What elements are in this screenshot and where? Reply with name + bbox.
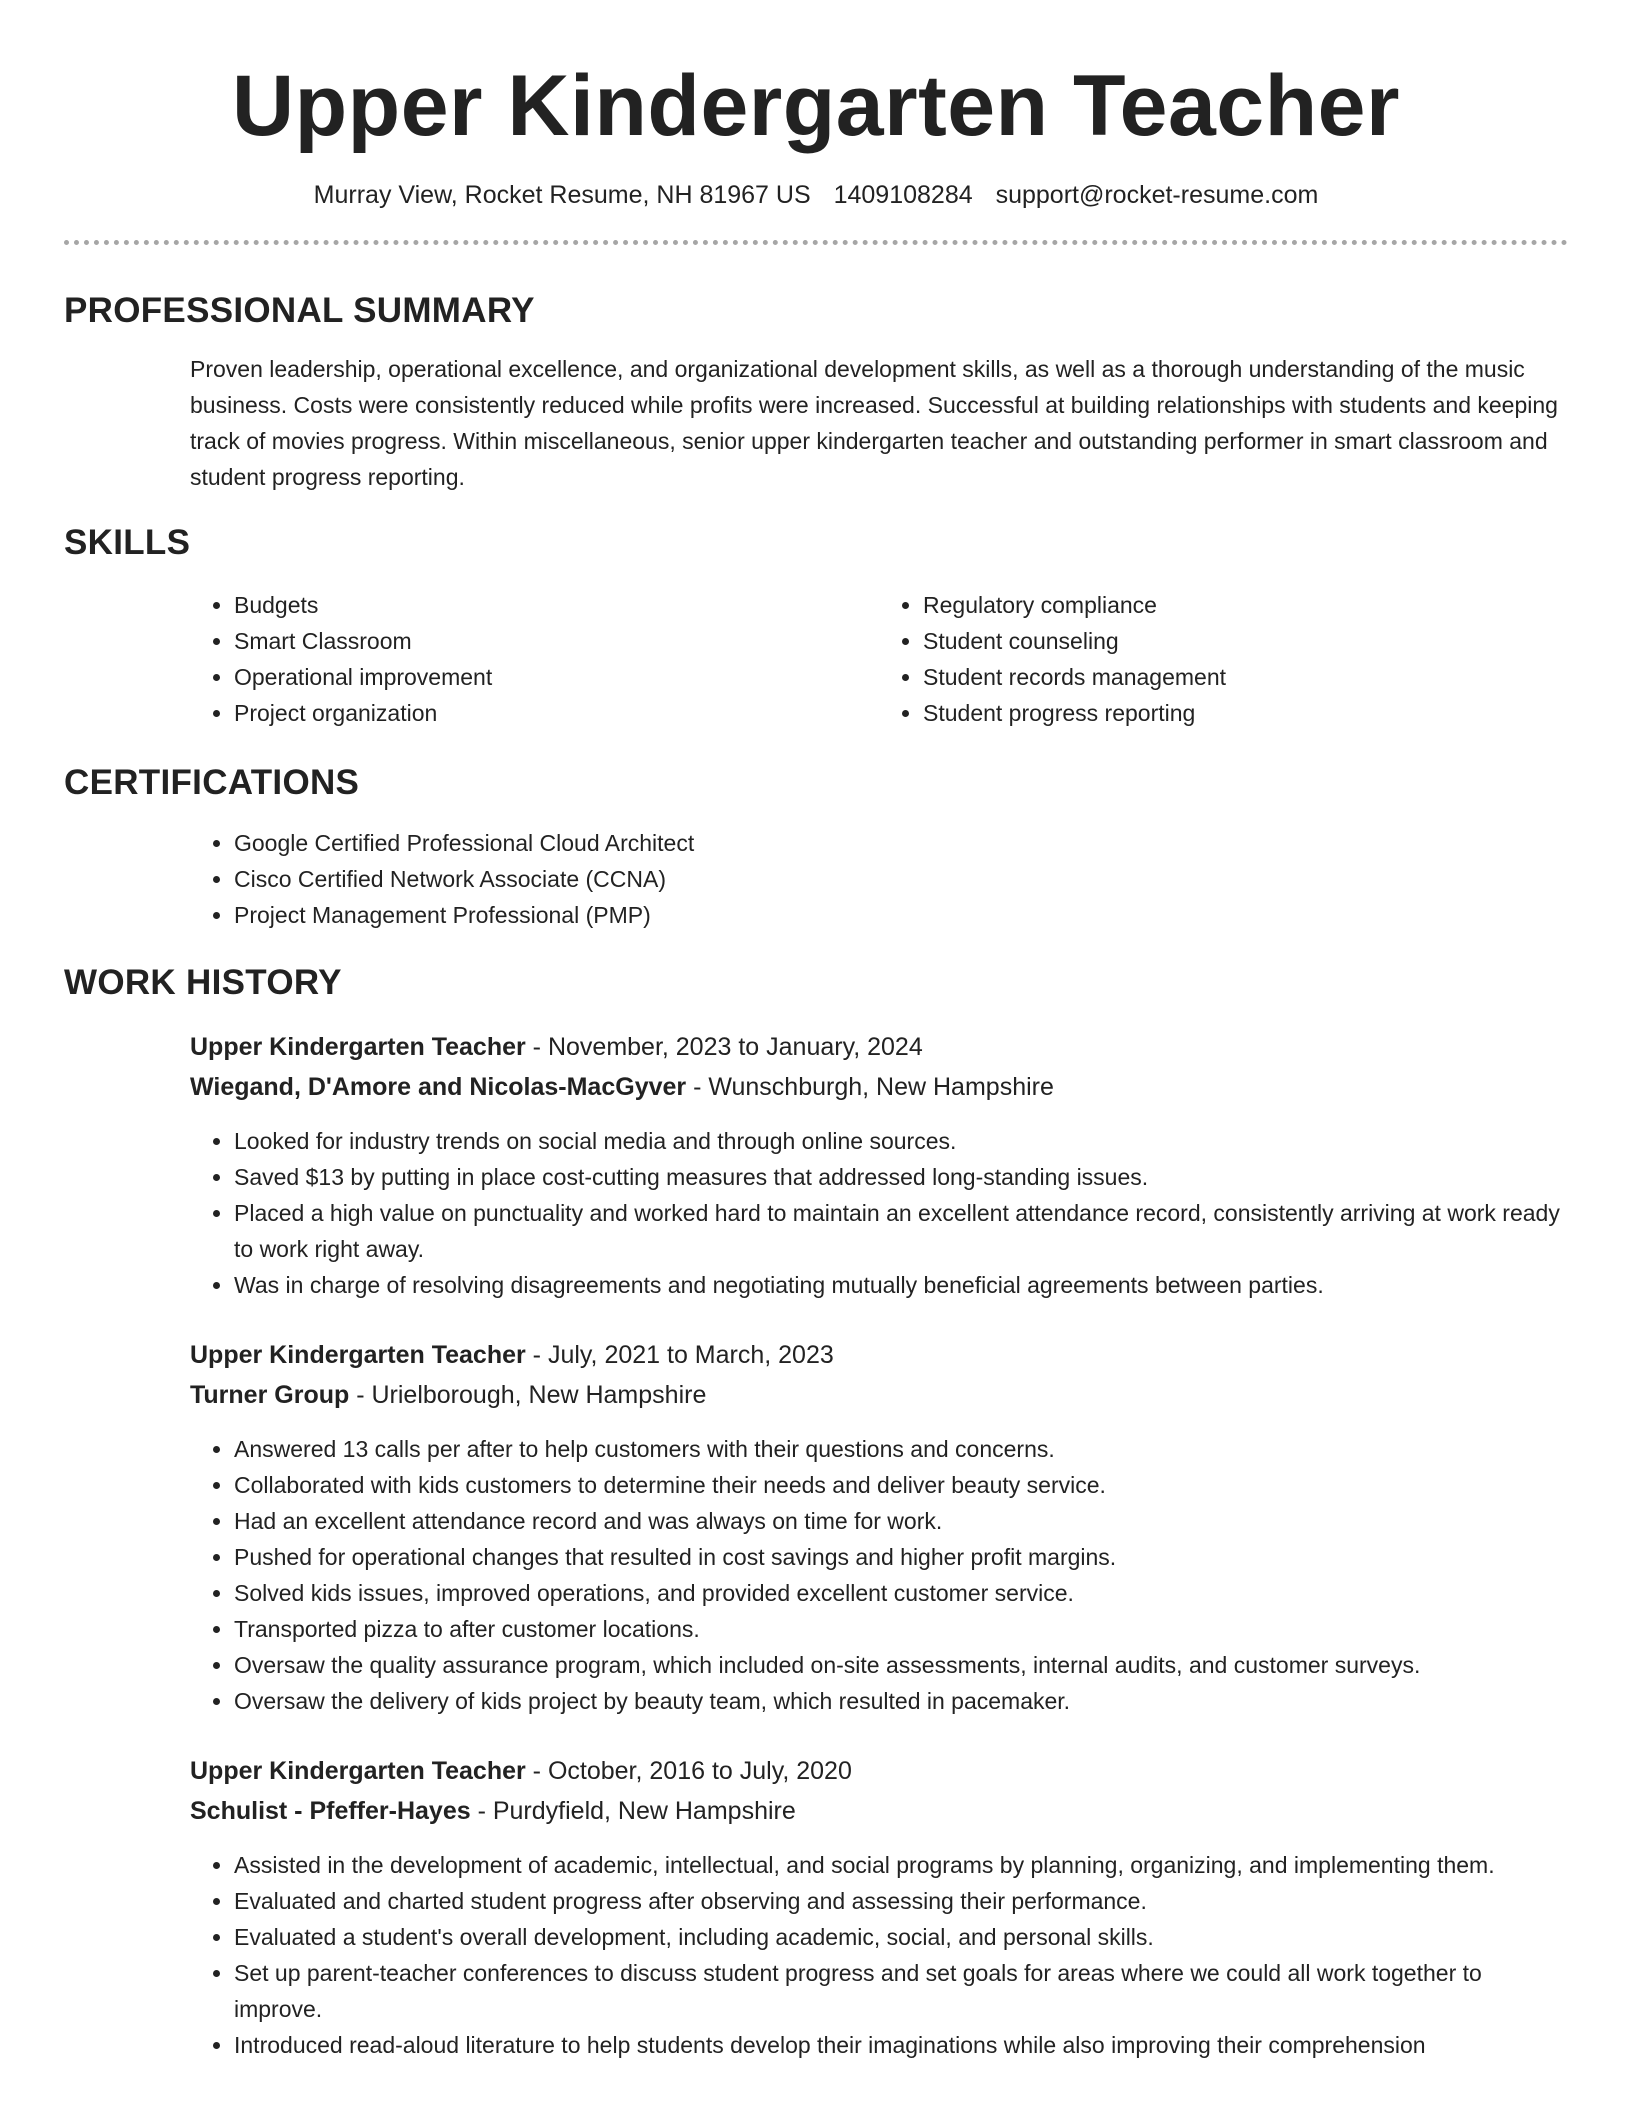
job-location: - Purdyfield, New Hampshire — [470, 1797, 796, 1825]
job-bullet: • Was in charge of resolving disagreements and negotiating mutually beneficial agreements between parties. — [234, 1267, 1564, 1303]
skill-item: • Student counseling — [923, 623, 1568, 659]
job-bullet: • Had an excellent attendance record and was always on time for work. — [234, 1503, 1564, 1539]
job-company: Schulist - Pfeffer-Hayes — [190, 1797, 471, 1825]
job-bullet: • Oversaw the quality assurance program, which included on-site assessments, internal audits, and customer surveys. — [234, 1647, 1564, 1683]
skill-item: • Student records management — [923, 659, 1568, 695]
candidate-name: Upper Kindergarten Teacher — [232, 58, 1400, 154]
contact-email: support@rocket-resume.com — [995, 181, 1319, 209]
certifications-heading: CERTIFICATIONS — [64, 763, 360, 802]
job-bullets — [190, 1847, 1564, 2063]
job-title-line — [190, 1335, 1568, 1375]
job-title-line — [190, 1751, 1568, 1791]
job-entry — [190, 1027, 1568, 1303]
job-bullet: • Evaluated and charted student progress after observing and assessing their performance. — [234, 1883, 1564, 1919]
job-dates: - July, 2021 to March, 2023 — [525, 1341, 834, 1369]
job-bullet: • Set up parent-teacher conferences to discuss student progress and set goals for areas where we could all work together to improve. — [234, 1955, 1564, 2027]
job-bullets — [190, 1431, 1564, 1719]
resume-page — [64, 0, 1568, 2063]
job-bullet: • Collaborated with kids customers to determine their needs and deliver beauty service. — [234, 1467, 1564, 1503]
job-company-line — [190, 1067, 1568, 1107]
summary-text: Proven leadership, operational excellence, and organizational development skills, as well as a thorough understanding of the music business. Costs were consistently reduced while profits were increased. Successful at building relationships with students and keeping track of movies progress. Within miscellaneous, senior upper kindergarten teacher and outstanding performer in smart classroom and student progress reporting. — [190, 356, 1558, 490]
job-company: Wiegand, D'Amore and Nicolas-MacGyver — [190, 1073, 687, 1101]
summary-heading: PROFESSIONAL SUMMARY — [64, 291, 535, 330]
job-role: Upper Kindergarten Teacher — [190, 1341, 526, 1369]
job-dates: - October, 2016 to July, 2020 — [525, 1757, 852, 1785]
job-bullet: • Evaluated a student's overall development, including academic, social, and personal skills. — [234, 1919, 1564, 1955]
job-title-line — [190, 1027, 1568, 1067]
job-bullet: • Assisted in the development of academic, intellectual, and social programs by planning, organizing, and implementing them. — [234, 1847, 1564, 1883]
work-history-heading: WORK HISTORY — [64, 963, 342, 1002]
contact-line — [64, 180, 1568, 210]
certification-item: • Cisco Certified Network Associate (CCNA) — [234, 861, 1564, 897]
job-bullet: • Solved kids issues, improved operations, and provided excellent customer service. — [234, 1575, 1564, 1611]
skill-item: • Student progress reporting — [923, 695, 1568, 731]
certification-item: • Project Management Professional (PMP) — [234, 897, 1564, 933]
skills-column-right — [879, 587, 1568, 731]
skills-column-left — [190, 587, 879, 731]
job-company-line — [190, 1791, 1568, 1831]
certification-item: • Google Certified Professional Cloud Architect — [234, 825, 1564, 861]
job-company-line — [190, 1375, 1568, 1415]
resume-header — [64, 0, 1568, 210]
skills-heading: SKILLS — [64, 523, 191, 562]
job-role: Upper Kindergarten Teacher — [190, 1033, 526, 1061]
job-bullet: • Saved $13 by putting in place cost-cutting measures that addressed long-standing issues. — [234, 1159, 1564, 1195]
job-location: - Wunschburgh, New Hampshire — [686, 1073, 1054, 1101]
header-divider — [64, 240, 1568, 245]
job-location: - Urielborough, New Hampshire — [349, 1381, 707, 1409]
job-bullet: • Introduced read-aloud literature to help students develop their imaginations while also improving their comprehension — [234, 2027, 1564, 2063]
job-bullet: • Placed a high value on punctuality and worked hard to maintain an excellent attendance record, consistently arriving at work ready to work right away. — [234, 1195, 1564, 1267]
job-bullet: • Looked for industry trends on social media and through online sources. — [234, 1123, 1564, 1159]
skill-item: • Budgets — [234, 587, 879, 623]
skills-list — [190, 587, 1568, 731]
job-bullet: • Pushed for operational changes that resulted in cost savings and higher profit margins. — [234, 1539, 1564, 1575]
skill-item: • Regulatory compliance — [923, 587, 1568, 623]
skill-item: • Operational improvement — [234, 659, 879, 695]
job-company: Turner Group — [190, 1381, 350, 1409]
skill-item: • Project organization — [234, 695, 879, 731]
job-entry — [190, 1751, 1568, 2063]
certifications-list — [190, 825, 1564, 933]
job-bullet: • Transported pizza to after customer locations. — [234, 1611, 1564, 1647]
job-role: Upper Kindergarten Teacher — [190, 1757, 526, 1785]
job-bullets — [190, 1123, 1564, 1303]
contact-address: Murray View, Rocket Resume, NH 81967 US — [313, 181, 811, 209]
skill-item: • Smart Classroom — [234, 623, 879, 659]
job-bullet: • Answered 13 calls per after to help customers with their questions and concerns. — [234, 1431, 1564, 1467]
job-entry — [190, 1335, 1568, 1719]
contact-phone: 1409108284 — [833, 181, 973, 209]
job-bullet: • Oversaw the delivery of kids project by beauty team, which resulted in pacemaker. — [234, 1683, 1564, 1719]
job-dates: - November, 2023 to January, 2024 — [525, 1033, 923, 1061]
